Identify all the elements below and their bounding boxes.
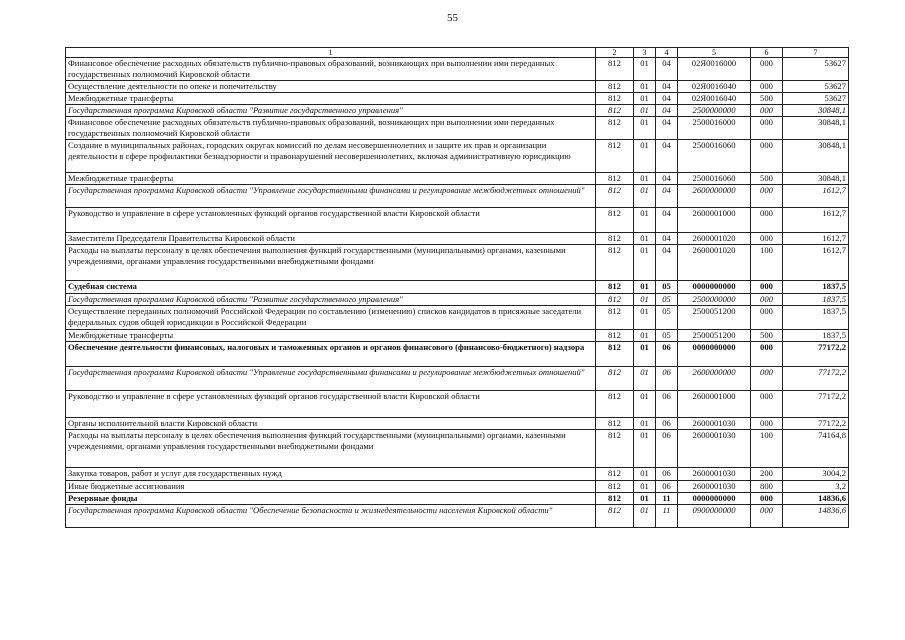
subsection-code: 04 [656, 116, 678, 139]
subsection-code: 04 [656, 232, 678, 244]
ministry-code: 812 [596, 244, 634, 280]
subsection-code: 04 [656, 92, 678, 104]
subsection-code: 04 [656, 172, 678, 184]
amount: 1612,7 [783, 184, 849, 207]
expense-type-code: 000 [751, 184, 783, 207]
expense-type-code: 100 [751, 244, 783, 280]
amount: 1612,7 [783, 232, 849, 244]
subsection-code: 11 [656, 492, 678, 504]
section-code: 01 [634, 207, 656, 232]
amount: 30848,1 [783, 104, 849, 116]
table-row [66, 92, 849, 104]
subsection-code: 04 [656, 139, 678, 172]
table-row [66, 341, 849, 366]
target-item-code: 0000000000 [678, 341, 751, 366]
subsection-code: 06 [656, 390, 678, 417]
amount: 53627 [783, 80, 849, 92]
ministry-code: 812 [596, 280, 634, 293]
target-item-code: 2600001020 [678, 232, 751, 244]
target-item-code: 2500000000 [678, 293, 751, 305]
row-name: Государственная программа Кировской области "Обеспечение безопасности и жизнедеятельности населения Кировской области" [66, 504, 596, 527]
row-name: Финансовое обеспечение расходных обязательств публично-правовых образований, возникающих при выполнении ими переданных государственных полномочий Кировской области [66, 58, 596, 81]
section-code: 01 [634, 329, 656, 341]
row-name: Закупка товаров, работ и услуг для государственных нужд [66, 467, 596, 480]
table-row [66, 417, 849, 429]
amount: 77172,2 [783, 341, 849, 366]
amount: 77172,2 [783, 390, 849, 417]
row-name: Руководство и управление в сфере установленных функций органов государственной власти Кировской области [66, 207, 596, 232]
target-item-code: 02Я0016000 [678, 58, 751, 81]
ministry-code: 812 [596, 305, 634, 329]
row-name: Расходы на выплаты персоналу в целях обеспечения выполнения функций государственными (муниципальными) органами, казенными учреждениями, органами управления государственными внебюджетными фондами [66, 429, 596, 467]
ministry-code: 812 [596, 390, 634, 417]
row-name: Резервные фонды [66, 492, 596, 504]
amount: 1837,5 [783, 293, 849, 305]
table-row [66, 467, 849, 480]
row-name: Государственная программа Кировской области "Развитие государственного управления" [66, 104, 596, 116]
ministry-code: 812 [596, 207, 634, 232]
row-name: Иные бюджетные ассигнования [66, 480, 596, 492]
expense-type-code: 000 [751, 280, 783, 293]
row-name: Создание в муниципальных районах, городских округах комиссий по делам несовершеннолетних и защите их прав и организации деятельности в сфере профилактики безнадзорности и правонарушений несовершеннолетних, включая административную юрисдикцию [66, 139, 596, 172]
subsection-code: 06 [656, 429, 678, 467]
expense-type-code: 000 [751, 139, 783, 172]
ministry-code: 812 [596, 417, 634, 429]
section-code: 01 [634, 92, 656, 104]
row-name: Органы исполнительной власти Кировской области [66, 417, 596, 429]
amount: 1612,7 [783, 244, 849, 280]
expense-type-code: 000 [751, 417, 783, 429]
row-name: Межбюджетные трансферты [66, 92, 596, 104]
row-name: Судебная система [66, 280, 596, 293]
target-item-code: 02Я0016040 [678, 92, 751, 104]
target-item-code: 2600000000 [678, 366, 751, 390]
table-row [66, 80, 849, 92]
subsection-code: 05 [656, 305, 678, 329]
row-name: Государственная программа Кировской области "Управление государственными финансами и регулирование межбюджетных отношений" [66, 366, 596, 390]
target-item-code: 2600001030 [678, 480, 751, 492]
header-col-4: 4 [656, 48, 678, 58]
row-name: Государственная программа Кировской области "Управление государственными финансами и регулирование межбюджетных отношений" [66, 184, 596, 207]
subsection-code: 05 [656, 280, 678, 293]
table-row [66, 184, 849, 207]
table-row [66, 280, 849, 293]
expense-type-code: 500 [751, 172, 783, 184]
subsection-code: 04 [656, 58, 678, 81]
subsection-code: 05 [656, 329, 678, 341]
row-name: Обеспечение деятельности финансовых, налоговых и таможенных органов и органов финансового (финансово-бюджетного) надзора [66, 341, 596, 366]
section-code: 01 [634, 467, 656, 480]
table-row [66, 366, 849, 390]
row-name: Межбюджетные трансферты [66, 172, 596, 184]
ministry-code: 812 [596, 341, 634, 366]
section-code: 01 [634, 184, 656, 207]
ministry-code: 812 [596, 104, 634, 116]
ministry-code: 812 [596, 429, 634, 467]
amount: 3,2 [783, 480, 849, 492]
table-row [66, 293, 849, 305]
ministry-code: 812 [596, 504, 634, 527]
table-row [66, 172, 849, 184]
expense-type-code: 000 [751, 293, 783, 305]
subsection-code: 06 [656, 341, 678, 366]
expense-type-code: 000 [751, 116, 783, 139]
subsection-code: 06 [656, 467, 678, 480]
table-row [66, 390, 849, 417]
ministry-code: 812 [596, 492, 634, 504]
expense-type-code: 000 [751, 492, 783, 504]
amount: 30848,1 [783, 172, 849, 184]
subsection-code: 04 [656, 104, 678, 116]
expense-type-code: 000 [751, 104, 783, 116]
ministry-code: 812 [596, 329, 634, 341]
amount: 53627 [783, 92, 849, 104]
section-code: 01 [634, 232, 656, 244]
table-row [66, 492, 849, 504]
target-item-code: 2600001030 [678, 417, 751, 429]
section-code: 01 [634, 172, 656, 184]
expense-type-code: 000 [751, 504, 783, 527]
target-item-code: 0000000000 [678, 492, 751, 504]
expense-type-code: 500 [751, 329, 783, 341]
ministry-code: 812 [596, 467, 634, 480]
expense-type-code: 000 [751, 207, 783, 232]
row-name: Финансовое обеспечение расходных обязательств публично-правовых образований, возникающих при выполнении ими переданных государственных полномочий Кировской области [66, 116, 596, 139]
target-item-code: 2600001000 [678, 207, 751, 232]
section-code: 01 [634, 504, 656, 527]
expense-type-code: 000 [751, 305, 783, 329]
subsection-code: 05 [656, 293, 678, 305]
amount: 1837,5 [783, 329, 849, 341]
section-code: 01 [634, 305, 656, 329]
subsection-code: 04 [656, 80, 678, 92]
target-item-code: 2500016060 [678, 139, 751, 172]
budget-table [65, 47, 849, 528]
amount: 1837,5 [783, 280, 849, 293]
target-item-code: 2600001020 [678, 244, 751, 280]
row-name: Осуществление переданных полномочий Российской Федерации по составлению (изменению) списков кандидатов в присяжные заседатели федеральных судов общей юрисдикции в Российской Федерации [66, 305, 596, 329]
section-code: 01 [634, 280, 656, 293]
section-code: 01 [634, 80, 656, 92]
target-item-code: 2600000000 [678, 184, 751, 207]
amount: 30848,1 [783, 139, 849, 172]
subsection-code: 04 [656, 207, 678, 232]
target-item-code: 2600001030 [678, 429, 751, 467]
expense-type-code: 200 [751, 467, 783, 480]
amount: 30848,1 [783, 116, 849, 139]
section-code: 01 [634, 116, 656, 139]
section-code: 01 [634, 244, 656, 280]
target-item-code: 2500016000 [678, 116, 751, 139]
table-row [66, 139, 849, 172]
target-item-code: 2600001030 [678, 467, 751, 480]
expense-type-code: 100 [751, 429, 783, 467]
table-row [66, 504, 849, 527]
target-item-code: 2600001000 [678, 390, 751, 417]
section-code: 01 [634, 104, 656, 116]
section-code: 01 [634, 390, 656, 417]
row-name: Заместители Председателя Правительства Кировской области [66, 232, 596, 244]
section-code: 01 [634, 492, 656, 504]
ministry-code: 812 [596, 293, 634, 305]
subsection-code: 04 [656, 184, 678, 207]
expense-type-code: 000 [751, 366, 783, 390]
target-item-code: 2500051200 [678, 329, 751, 341]
amount: 53627 [783, 58, 849, 81]
amount: 1837,5 [783, 305, 849, 329]
ministry-code: 812 [596, 92, 634, 104]
header-col-2: 2 [596, 48, 634, 58]
table-row [66, 232, 849, 244]
table-row [66, 104, 849, 116]
subsection-code: 06 [656, 417, 678, 429]
table-row [66, 429, 849, 467]
row-name: Осуществление деятельности по опеке и попечительству [66, 80, 596, 92]
table-row [66, 329, 849, 341]
ministry-code: 812 [596, 80, 634, 92]
page-number: 55 [447, 12, 458, 24]
subsection-code: 06 [656, 480, 678, 492]
subsection-code: 04 [656, 244, 678, 280]
section-code: 01 [634, 293, 656, 305]
expense-type-code: 000 [751, 80, 783, 92]
header-col-7: 7 [783, 48, 849, 58]
ministry-code: 812 [596, 116, 634, 139]
row-name: Расходы на выплаты персоналу в целях обеспечения выполнения функций государственными (муниципальными) органами, казенными учреждениями, органами управления государственными внебюджетными фондами [66, 244, 596, 280]
target-item-code: 0900000000 [678, 504, 751, 527]
expense-type-code: 800 [751, 480, 783, 492]
ministry-code: 812 [596, 232, 634, 244]
section-code: 01 [634, 139, 656, 172]
section-code: 01 [634, 58, 656, 81]
row-name: Руководство и управление в сфере установленных функций органов государственной власти Кировской области [66, 390, 596, 417]
target-item-code: 2500051200 [678, 305, 751, 329]
table-row [66, 480, 849, 492]
amount: 14836,6 [783, 504, 849, 527]
expense-type-code: 000 [751, 341, 783, 366]
ministry-code: 812 [596, 139, 634, 172]
expense-type-code: 000 [751, 58, 783, 81]
table-row [66, 116, 849, 139]
amount: 3004,2 [783, 467, 849, 480]
section-code: 01 [634, 429, 656, 467]
target-item-code: 2500016060 [678, 172, 751, 184]
ministry-code: 812 [596, 184, 634, 207]
amount: 1612,7 [783, 207, 849, 232]
section-code: 01 [634, 417, 656, 429]
amount: 77172,2 [783, 366, 849, 390]
ministry-code: 812 [596, 480, 634, 492]
amount: 77172,2 [783, 417, 849, 429]
ministry-code: 812 [596, 172, 634, 184]
target-item-code: 02Я0016040 [678, 80, 751, 92]
row-name: Государственная программа Кировской области "Развитие государственного управления" [66, 293, 596, 305]
header-row [66, 48, 849, 58]
expense-type-code: 000 [751, 232, 783, 244]
ministry-code: 812 [596, 58, 634, 81]
subsection-code: 06 [656, 366, 678, 390]
row-name: Межбюджетные трансферты [66, 329, 596, 341]
table-row [66, 305, 849, 329]
subsection-code: 11 [656, 504, 678, 527]
section-code: 01 [634, 480, 656, 492]
header-col-3: 3 [634, 48, 656, 58]
amount: 74164,8 [783, 429, 849, 467]
table-row [66, 244, 849, 280]
table-body [66, 58, 849, 528]
section-code: 01 [634, 366, 656, 390]
amount: 14836,6 [783, 492, 849, 504]
expense-type-code: 500 [751, 92, 783, 104]
header-col-5: 5 [678, 48, 751, 58]
ministry-code: 812 [596, 366, 634, 390]
table-row [66, 207, 849, 232]
header-col-6: 6 [751, 48, 783, 58]
expense-type-code: 000 [751, 390, 783, 417]
target-item-code: 2500000000 [678, 104, 751, 116]
header-col-1: 1 [66, 48, 596, 58]
table-row [66, 58, 849, 81]
target-item-code: 0000000000 [678, 280, 751, 293]
section-code: 01 [634, 341, 656, 366]
